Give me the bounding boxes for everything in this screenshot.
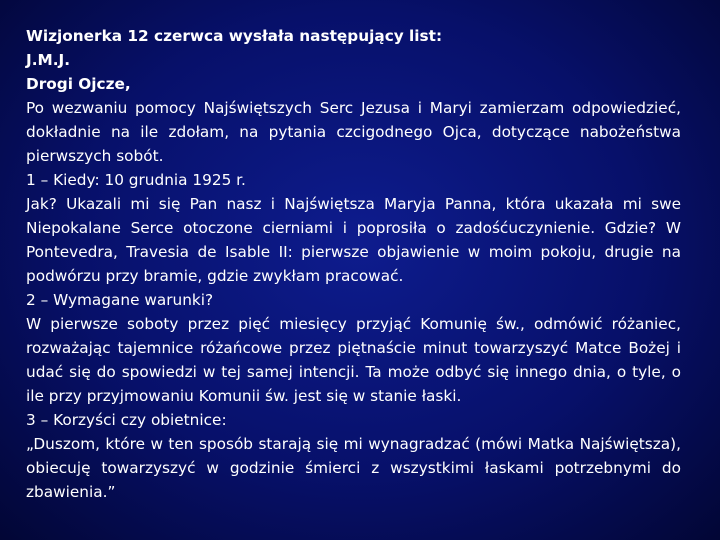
- salutation: Drogi Ojcze,: [26, 75, 131, 93]
- monogram: J.M.J.: [26, 51, 71, 69]
- question-when: 1 – Kiedy: 10 grudnia 1925 r.: [26, 171, 246, 189]
- letter-heading: Wizjonerka 12 czerwca wysłała następujący list:: [26, 27, 443, 45]
- answer-promises: „Duszom, które w ten sposób starają się mi wynagradzać (mówi Matka Najświętsza), obiecuję towarzyszyć w godzinie śmierci z wszystkimi łaskami potrzebnymi do zbawienia.”: [26, 435, 681, 501]
- answer-how-where: Jak? Ukazali mi się Pan nasz i Najświętsza Maryja Panna, która ukazała mi swe Niepokalane Serce otoczone cierniami i poprosiła o zadośćuczynienie. Gdzie? W Pontevedra, Travesia de Isable II: pierwsze objawienie w moim pokoju, drugie na podwórzu przy bramie, gdzie zwykłam pracować.: [26, 195, 681, 285]
- intro-paragraph: Po wezwaniu pomocy Najświętszych Serc Jezusa i Maryi zamierzam odpowiedzieć, dokładnie na ile zdołam, na pytania czcigodnego Ojca, dotyczące nabożeństwa pierwszych sobót.: [26, 99, 681, 165]
- answer-conditions: W pierwsze soboty przez pięć miesięcy przyjąć Komunię św., odmówić różaniec, rozważając tajemnice różańcowe przez piętnaście minut towarzyszyć Matce Bożej i udać się do spowiedzi w tej samej intencji. Ta może odbyć się innego dnia, o tyle, o ile przy przyjmowaniu Komunii św. jest się w stanie łaski.: [26, 315, 681, 405]
- question-conditions: 2 – Wymagane warunki?: [26, 291, 214, 309]
- letter-text: [26, 24, 681, 504]
- question-promises: 3 – Korzyści czy obietnice:: [26, 411, 227, 429]
